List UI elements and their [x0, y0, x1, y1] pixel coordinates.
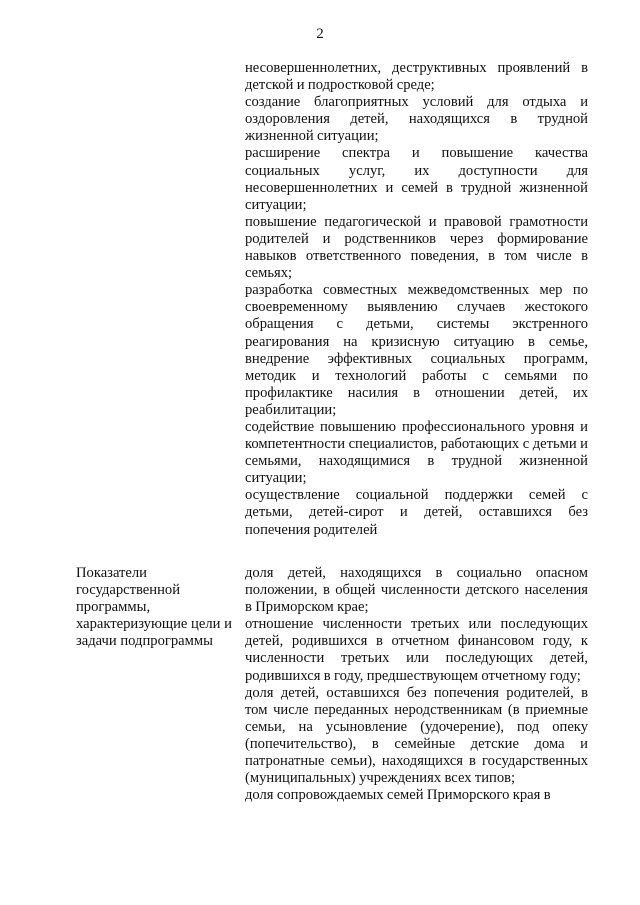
indicator-item: доля сопровождаемых семей Приморского края в	[245, 787, 551, 804]
page-number: 2	[316, 26, 324, 42]
objective-item: несовершеннолетних, деструктивных проявлений в детской и подростковой среде;	[245, 60, 588, 94]
indicator-item: доля детей, оставшихся без попечения родителей, в том числе переданных неродственникам (в приемные семьи, на усыновление (удочерение), под опеку (попечительство), в семейные детские дома и патронатные семьи), находящихся в государственных (муниципальных) учреждениях всех типов;	[245, 684, 588, 787]
objective-item: повышение педагогической и правовой грамотности родителей и родственников через формирование навыков ответственного поведения, в том числе в семьях;	[245, 213, 588, 282]
indicators-label: Показатели государственной программы, характеризующие цели и задачи подпрограммы	[76, 565, 232, 650]
indicator-item: отношение численности третьих или последующих детей, родившихся в отчетном финансовом году, к численности третьих или последующих детей, родившихся в году, предшествующем отчетному году;	[245, 616, 588, 684]
indicators-list	[245, 565, 588, 804]
indicator-item: доля детей, находящихся в социально опасном положении, в общей численности детского населения в Приморском крае;	[245, 565, 588, 616]
objective-item: разработка совместных межведомственных мер по своевременному выявлению случаев жестокого обращения с детьми, системы экстренного реагирования на кризисную ситуацию в семье, внедрение эффективных социальных программ, методик и технологий работы с семьями по профилактике насилия в отношении детей, их реабилитации;	[245, 282, 588, 418]
objectives-list	[245, 60, 588, 539]
objective-item: расширение спектра и повышение качества социальных услуг, их доступности для несовершеннолетних и семей в трудной жизненной ситуации;	[245, 145, 588, 213]
objective-item: создание благоприятных условий для отдыха и оздоровления детей, находящихся в трудной жизненной ситуации;	[245, 94, 588, 145]
objective-item: содействие повышению профессионального уровня и компетентности специалистов, работающих с детьми и семьями, находящимися в трудной жизненной ситуации;	[245, 418, 588, 487]
indicators-label-cell	[76, 565, 241, 650]
objective-item: осуществление социальной поддержки семей с детьми, детей-сирот и детей, оставшихся без попечения родителей	[245, 487, 588, 538]
